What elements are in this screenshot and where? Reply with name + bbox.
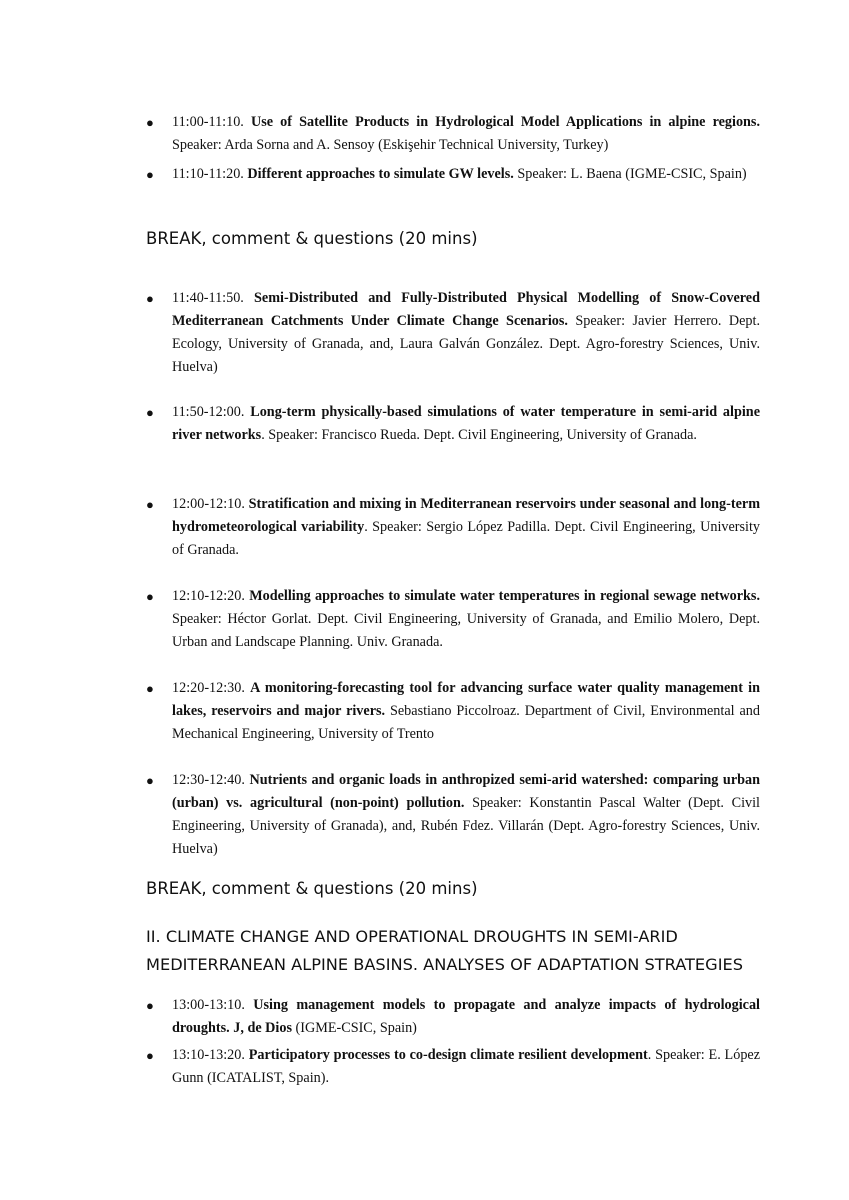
agenda-time: 12:00-12:10. xyxy=(172,496,245,512)
agenda-title: A monitoring-forecasting tool for advancing surface water quality management in lakes, reservoirs and major rivers. xyxy=(172,680,761,719)
agenda-item xyxy=(146,677,760,746)
agenda-item xyxy=(146,585,760,654)
agenda-speaker: Speaker: Héctor Gorlat. Dept. Civil Engineering, University of Granada, and Emilio Molero, Dept. Urban and Landscape Planning. Univ. Granada. xyxy=(172,611,760,650)
agenda-item xyxy=(146,163,760,186)
agenda-speaker: Speaker: Javier Herrero. Dept. Ecology, University of Granada, and, Laura Galván González. Dept. Agro-forestry Sciences, Univ. Huelva) xyxy=(172,313,760,375)
bullet-icon: ● xyxy=(146,405,154,420)
agenda-item xyxy=(146,401,760,447)
agenda-item xyxy=(146,769,760,861)
agenda-title: Different approaches to simulate GW levels. xyxy=(247,166,514,182)
bullet-icon: ● xyxy=(146,773,154,788)
bullet-icon: ● xyxy=(146,167,154,182)
agenda-speaker: . Speaker: E. López Gunn (ICATALIST, Spain). xyxy=(172,1047,761,1086)
agenda-title: Use of Satellite Products in Hydrological Model Applications in alpine regions. xyxy=(250,114,760,130)
agenda-item-text xyxy=(172,111,760,157)
agenda-time: 11:00-11:10. xyxy=(172,114,244,130)
agenda-item-text xyxy=(172,994,760,1040)
agenda-time: 12:30-12:40. xyxy=(172,772,245,788)
agenda-speaker: . Speaker: Sergio López Padilla. Dept. Civil Engineering, University of Granada. xyxy=(172,519,760,558)
bullet-icon: ● xyxy=(146,1048,154,1063)
agenda-item-text xyxy=(172,769,760,861)
agenda-item-text xyxy=(172,163,760,186)
agenda-item xyxy=(146,493,760,562)
agenda-time: 13:10-13:20. xyxy=(172,1047,245,1063)
agenda-item-text xyxy=(172,585,760,654)
agenda-time: 13:00-13:10. xyxy=(172,997,245,1013)
bullet-icon: ● xyxy=(146,291,154,306)
bullet-icon: ● xyxy=(146,589,154,604)
bullet-icon: ● xyxy=(146,681,154,696)
agenda-item xyxy=(146,1044,760,1090)
agenda-item xyxy=(146,111,760,157)
agenda-time: 12:10-12:20. xyxy=(172,588,245,604)
bullet-icon: ● xyxy=(146,998,154,1013)
agenda-speaker: . Speaker: Francisco Rueda. Dept. Civil Engineering, University of Granada. xyxy=(261,427,697,443)
agenda-time: 12:20-12:30. xyxy=(172,680,245,696)
agenda-time: 11:40-11:50. xyxy=(172,290,244,306)
agenda-speaker: Sebastiano Piccolroaz. Department of Civil, Environmental and Mechanical Engineering, University of Trento xyxy=(172,703,760,742)
bullet-icon: ● xyxy=(146,115,154,130)
agenda-time: 11:50-12:00. xyxy=(172,404,245,420)
agenda-title: Nutrients and organic loads in anthropized semi-arid watershed: comparing urban (urban) vs. agricultural (non-point) pollution. xyxy=(172,772,760,811)
agenda-speaker: Speaker: Konstantin Pascal Walter (Dept. Civil Engineering, University of Granada), and, Rubén Fdez. Villarán (Dept. Agro-forestry Sciences, Univ. Huelva) xyxy=(172,795,760,857)
agenda-speaker: Speaker: L. Baena (IGME-CSIC, Spain) xyxy=(513,166,747,182)
agenda-title: Semi-Distributed and Fully-Distributed Physical Modelling of Snow-Covered Mediterranean Catchments Under Climate Change Scenarios. xyxy=(172,290,760,329)
bullet-icon: ● xyxy=(146,497,154,512)
agenda-title: Using management models to propagate and analyze impacts of hydrological droughts. xyxy=(172,997,760,1036)
section-heading: II. CLIMATE CHANGE AND OPERATIONAL DROUGHTS IN SEMI-ARID MEDITERRANEAN ALPINE BASINS. ANALYSES OF ADAPTATION STRATEGIES xyxy=(146,927,743,974)
agenda-speaker-name: J, de Dios xyxy=(229,1020,292,1036)
agenda-speaker: Speaker: Arda Sorna and A. Sensoy (Eskişehir Technical University, Turkey) xyxy=(172,137,609,153)
break-heading: BREAK, comment & questions (20 mins) xyxy=(146,229,478,248)
agenda-item-text xyxy=(172,287,760,379)
agenda-title: Modelling approaches to simulate water temperatures in regional sewage networks. xyxy=(249,588,761,604)
agenda-speaker: (IGME-CSIC, Spain) xyxy=(291,1020,417,1036)
agenda-title: Participatory processes to co-design climate resilient development xyxy=(248,1047,648,1063)
agenda-item-text xyxy=(172,493,760,562)
break-heading: BREAK, comment & questions (20 mins) xyxy=(146,879,478,898)
agenda-title: Stratification and mixing in Mediterranean reservoirs under seasonal and long-term hydrometeorological variability xyxy=(172,496,761,535)
agenda-time: 11:10-11:20. xyxy=(172,166,244,182)
agenda-item-text xyxy=(172,677,760,746)
agenda-item-text xyxy=(172,401,760,447)
agenda-item xyxy=(146,287,760,379)
agenda-item xyxy=(146,994,760,1040)
agenda-title: Long-term physically-based simulations of water temperature in semi-arid alpine river networks xyxy=(172,404,760,443)
agenda-item-text xyxy=(172,1044,760,1090)
